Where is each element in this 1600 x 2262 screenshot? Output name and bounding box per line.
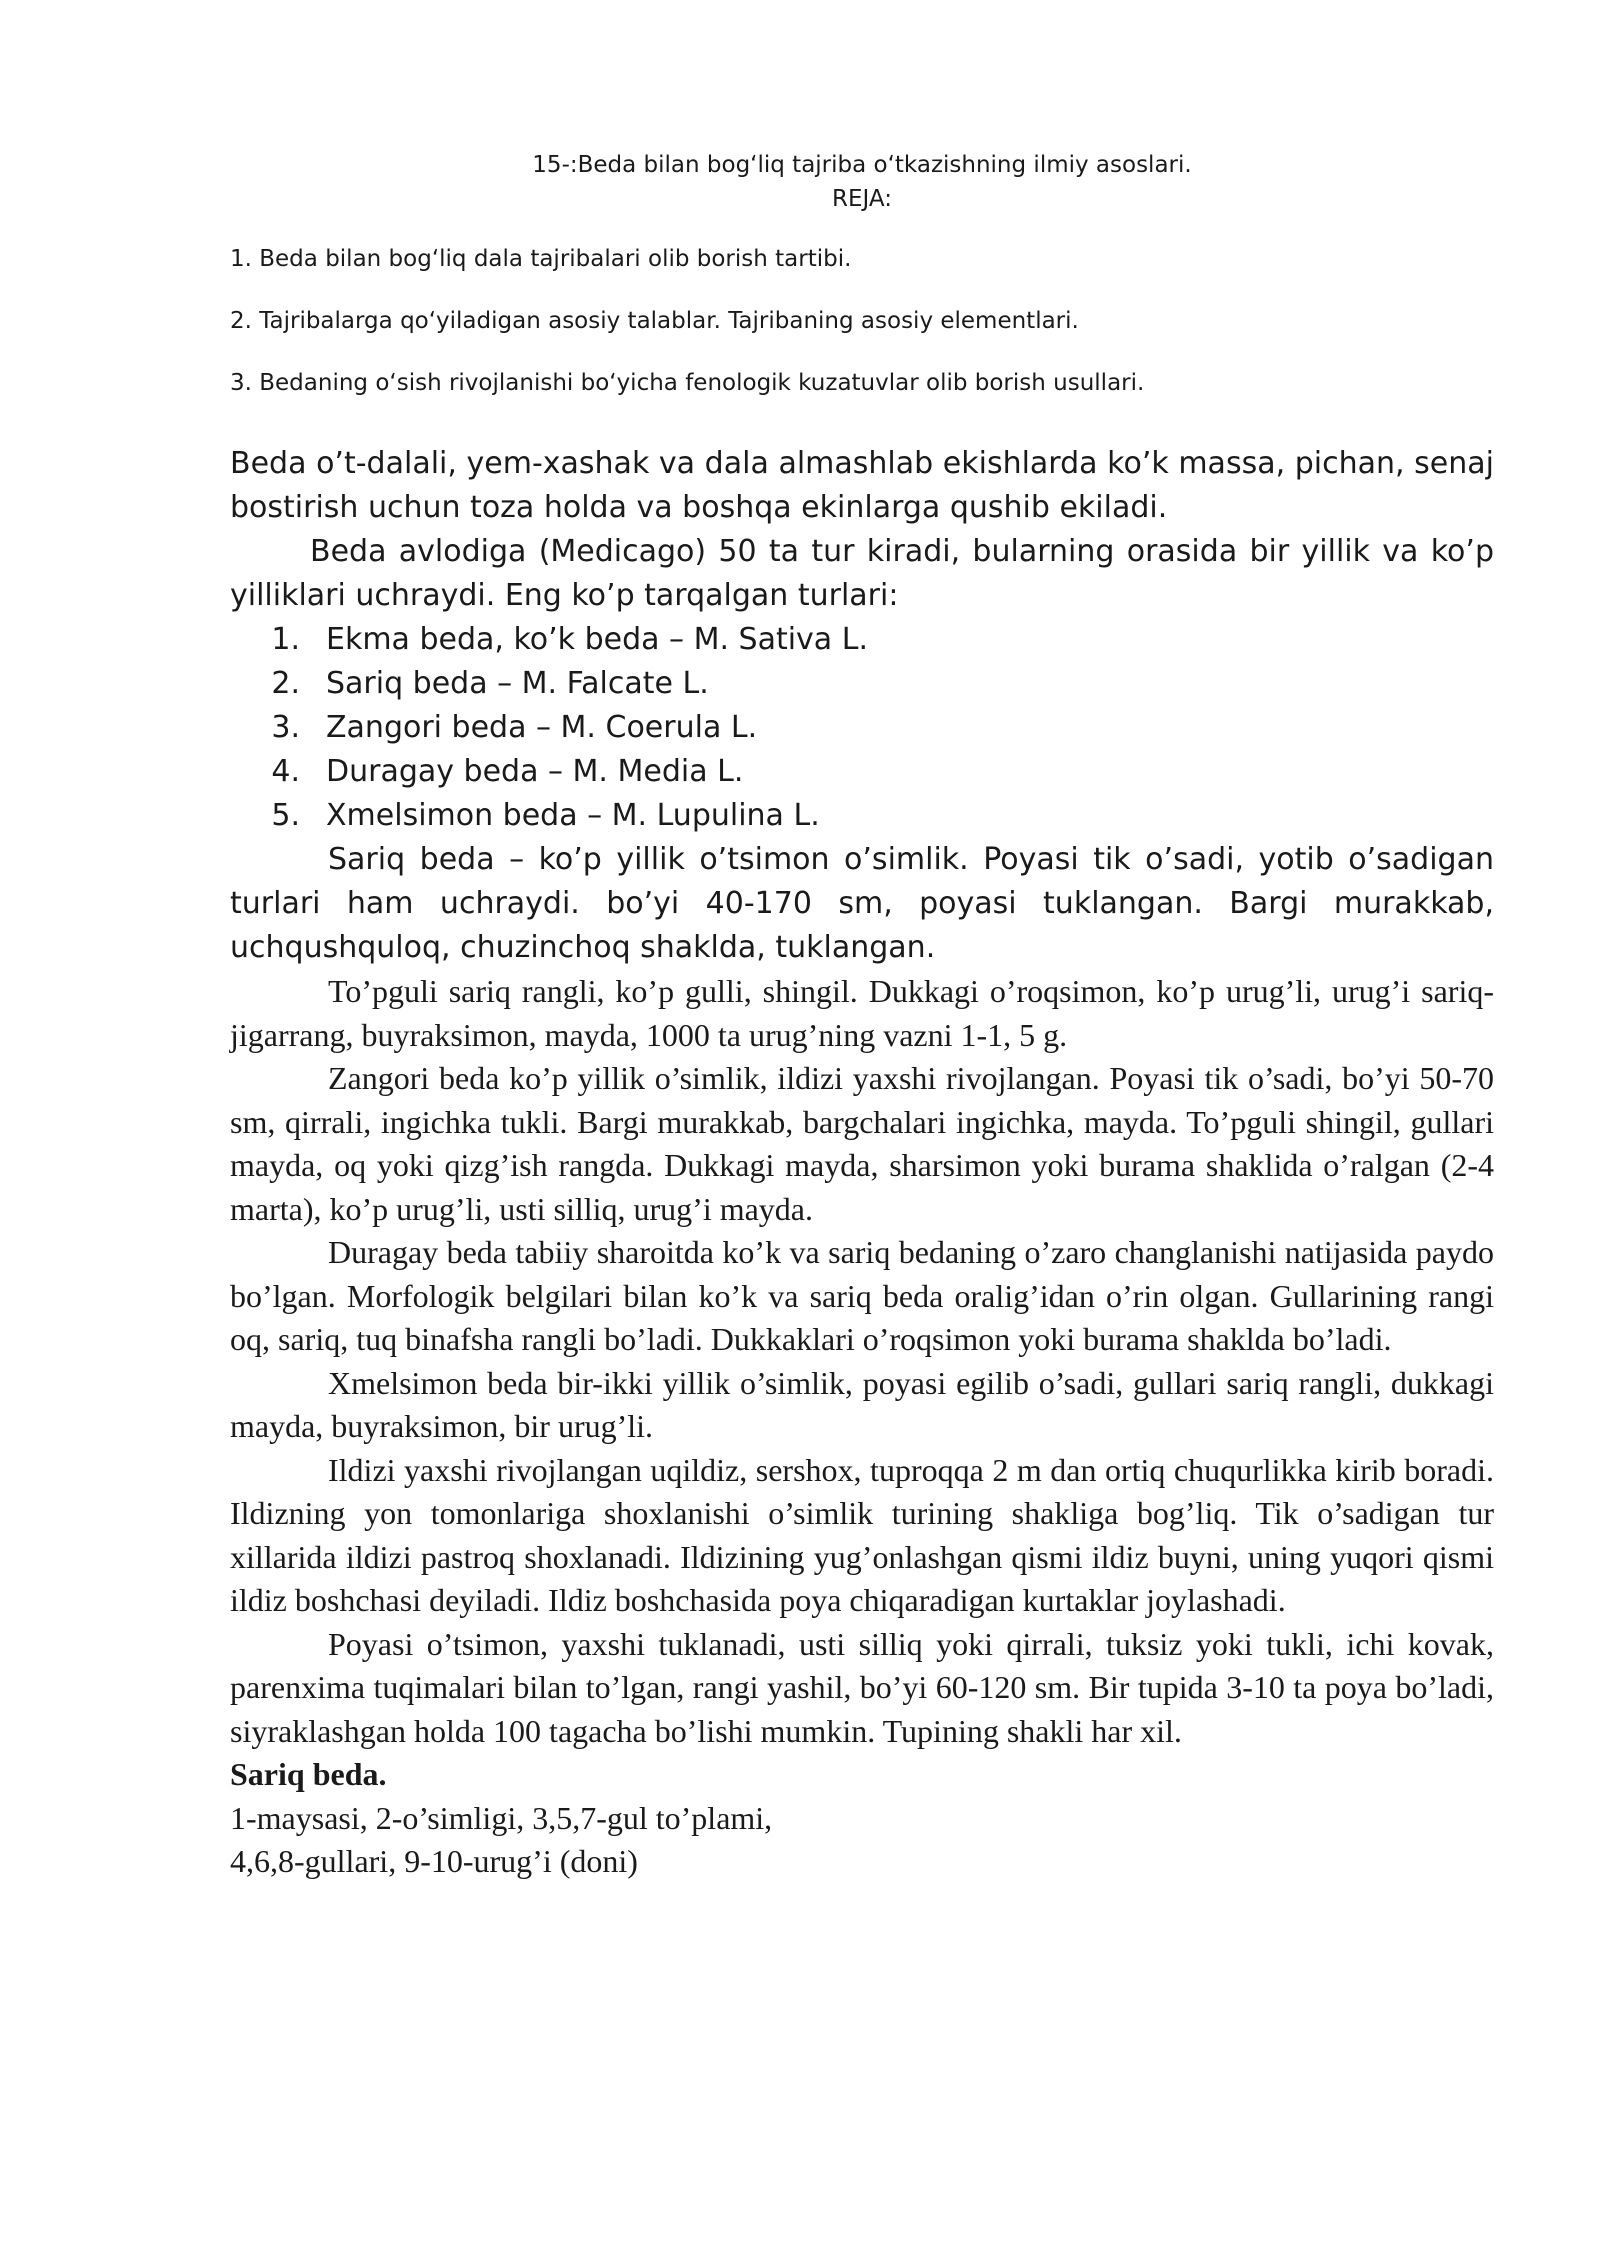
figure-caption-line: 1-maysasi, 2-o’simligi, 3,5,7-gul to’plami, — [230, 1799, 773, 1836]
body-paragraph: Duragay beda tabiiy sharoitda ko’k va sariq bedaning o’zaro changlanishi natijasida paydo bo’lgan. Morfologik belgilari bilan ko’k va sariq beda oralig’idan o’rin olgan. Gullarining rangi oq, sariq, tuq binafsha rangli bo’ladi. Dukkaklari o’roqsimon yoki burama shaklda bo’ladi. — [230, 1234, 1494, 1357]
species-list — [230, 618, 1494, 838]
species-text: Ekma beda, ko’k beda – M. Sativa L. — [326, 622, 868, 657]
intro-paragraph: Beda avlodiga (Medicago) 50 ta tur kiradi, bularning orasida bir yillik va ko’p yilliklari uchraydi. Eng ko’p tarqalgan turlari: — [230, 534, 1494, 613]
sariq-beda-paragraph: Sariq beda – ko’p yillik o’tsimon o’simlik. Poyasi tik o’sadi, yotib o’sadigan turlari ham uchraydi. bo’yi 40-170 sm, poyasi tuklangan. Bargi murakkab, uchqushquloq, chuzinchoq shaklda, tuklangan. — [230, 842, 1494, 965]
species-text: Xmelsimon beda – M. Lupulina L. — [326, 798, 820, 833]
body-paragraph: To’pguli sariq rangli, ko’p gulli, shingil. Dukkagi o’roqsimon, ko’p urug’li, urug’i sariq-jigarrang, buyraksimon, mayda, 1000 ta urug’ning vazni 1-1, 5 g. — [230, 973, 1494, 1053]
body-paragraph: Zangori beda ko’p yillik o’simlik, ildizi yaxshi rivojlangan. Poyasi tik o’sadi, bo’yi 50-70 sm, qirrali, ingichka tukli. Bargi murakkab, bargchalari ingichka, mayda. To’pguli shingil, gullari mayda, oq yoki qizg’ish rangda. Dukkagi mayda, sharsimon yoki burama shaklida o’ralgan (2-4 marta), ko’p urug’li, usti silliq, urug’i mayda. — [230, 1060, 1494, 1227]
document-title: 15-:Beda bilan bogʻliq tajriba oʻtkazishning ilmiy asoslari. — [532, 152, 1192, 178]
body-paragraph: Xmelsimon beda bir-ikki yillik o’simlik, poyasi egilib o’sadi, gullari sariq rangli, dukkagi mayda, buyraksimon, bir urug’li. — [230, 1364, 1494, 1444]
species-item — [230, 662, 1494, 706]
species-number: 2. — [271, 666, 300, 701]
species-number: 5. — [271, 798, 300, 833]
body-paragraph: Poyasi o’tsimon, yaxshi tuklanadi, usti silliq yoki qirrali, tuksiz yoki tukli, ichi kovak, parenxima tuqimalari bilan to’lgan, rangi yashil, bo’yi 60-120 sm. Bir tupida 3-10 ta poya bo’ladi, siyraklashgan holda 100 tagacha bo’lishi mumkin. Tupining shakli har xil. — [230, 1625, 1494, 1749]
species-item — [230, 618, 1494, 662]
plan-heading: REJA: — [832, 186, 892, 212]
species-number: 4. — [271, 754, 300, 789]
species-text: Sariq beda – M. Falcate L. — [326, 666, 709, 701]
plan-list — [230, 244, 1494, 398]
figure-heading: Sariq beda. — [230, 1756, 387, 1792]
species-number: 1. — [271, 622, 300, 657]
plan-item: 2. Tajribalarga qoʻyiladigan asosiy talablar. Tajribaning asosiy elementlari. — [230, 308, 1079, 334]
plan-item: 3. Bedaning oʻsish rivojlanishi boʻyicha fenologik kuzatuvlar olib borish usullari. — [230, 370, 1145, 396]
species-number: 3. — [271, 710, 300, 745]
species-item — [230, 706, 1494, 750]
plan-item: 1. Beda bilan bogʻliq dala tajribalari olib borish tartibi. — [230, 246, 852, 272]
figure-caption-line: 4,6,8-gullari, 9-10-urug’i (doni) — [230, 1843, 638, 1879]
species-item — [230, 794, 1494, 838]
species-text: Duragay beda – M. Media L. — [326, 754, 744, 789]
intro-paragraph: Beda o’t-dalali, yem-xashak va dala almashlab ekishlarda ko’k massa, pichan, senaj bostirish uchun toza holda va boshqa ekinlarga qushib ekiladi. — [230, 446, 1494, 525]
species-text: Zangori beda – M. Coerula L. — [326, 710, 758, 745]
species-item — [230, 750, 1494, 794]
body-paragraph: Ildizi yaxshi rivojlangan uqildiz, sershox, tuproqqa 2 m dan ortiq chuqurlikka kirib boradi. Ildizning yon tomonlariga shoxlanishi o’simlik turining shakliga bog’liq. Tik o’sadigan tur xillarida ildizi pastroq shoxlanadi. Ildizining yug’onlashgan qismi ildiz buyni, uning yuqori qismi ildiz boshchasi deyiladi. Ildiz boshchasida poya chiqaradigan kurtaklar joylashadi. — [230, 1451, 1494, 1618]
document-page — [230, 150, 1494, 1884]
